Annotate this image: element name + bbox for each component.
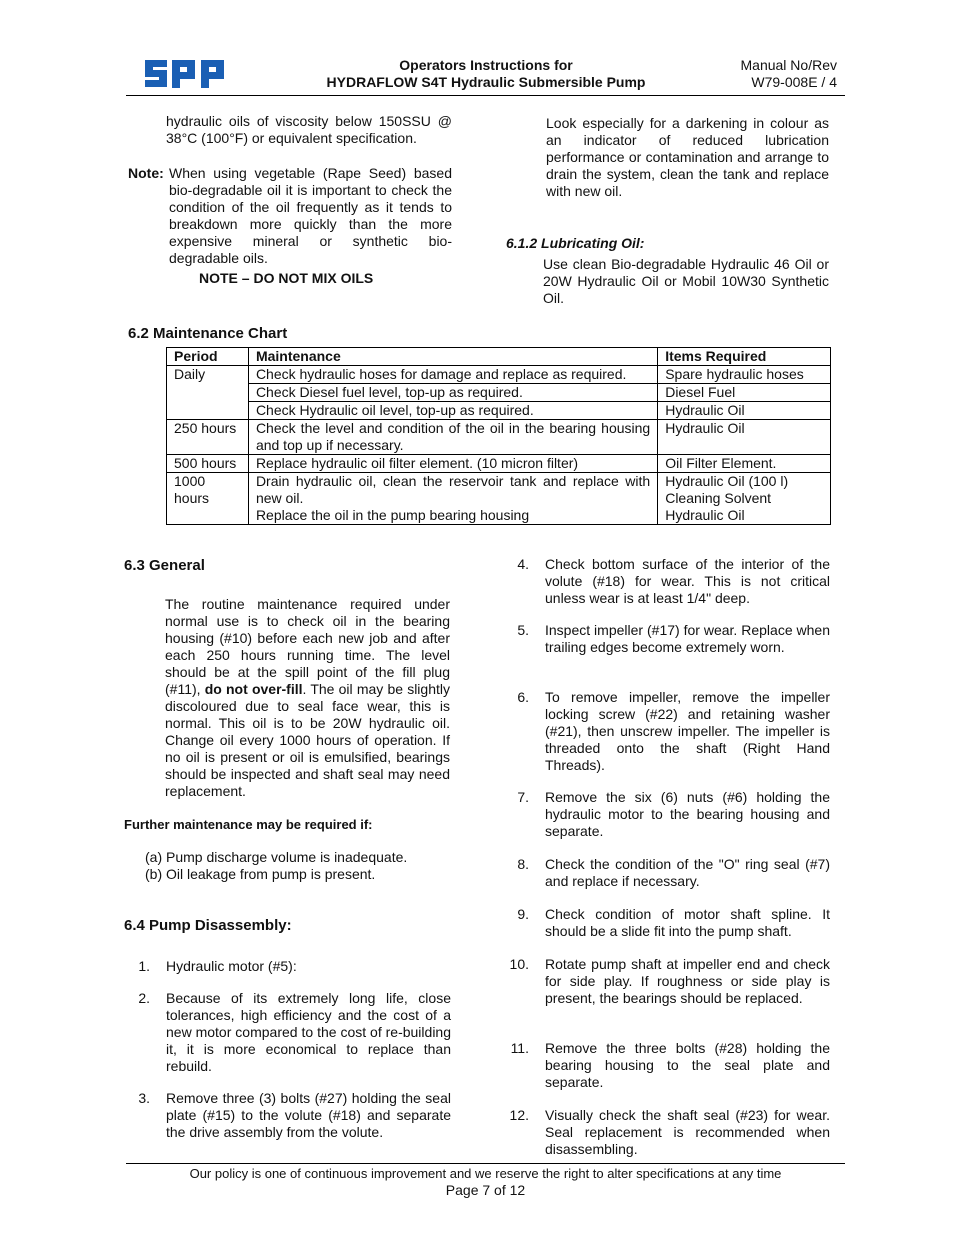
maintenance-cell: Check the level and condition of the oil in the bearing housing and top up if necessary. xyxy=(248,420,657,455)
table-row xyxy=(167,473,831,525)
maintenance-line: Replace the oil in the pump bearing housing xyxy=(255,507,530,523)
step-number: 4. xyxy=(517,556,529,572)
step-text: Remove the six (6) nuts (#6) holding the hydraulic motor to the bearing housing and separate. xyxy=(545,789,830,839)
step-text: Rotate pump shaft at impeller end and check for side play. If roughness or side play is present, the bearings should be replaced. xyxy=(545,956,830,1006)
step-number: 11. xyxy=(510,1040,529,1056)
step-number: 9. xyxy=(517,906,529,922)
step-number: 5. xyxy=(517,622,529,638)
maintenance-cell xyxy=(248,473,657,525)
column-header-items: Items Required xyxy=(658,348,831,366)
table-row xyxy=(167,420,831,455)
page-number: Page 7 of 12 xyxy=(445,1182,526,1198)
spp-logo-graphic xyxy=(143,57,227,91)
lubricating-oil-heading: 6.1.2 Lubricating Oil: xyxy=(506,235,645,251)
general-heading: 6.3 General xyxy=(124,557,205,574)
list-item: (a) Pump discharge volume is inadequate. xyxy=(145,849,408,865)
manual-label: Manual No/Rev xyxy=(740,57,837,73)
step-number: 2. xyxy=(138,990,150,1006)
items-cell xyxy=(658,473,831,525)
step-text: Remove the three bolts (#28) holding the bearing housing to the seal plate and separate. xyxy=(545,1040,830,1090)
step-text: Remove three (3) bolts (#27) holding the seal plate (#15) to the volute (#18) and separate the drive assembly from the volute. xyxy=(166,1090,451,1140)
note-warning: NOTE – DO NOT MIX OILS xyxy=(199,270,374,286)
maintenance-cell: Check Diesel fuel level, top-up as required. xyxy=(248,384,657,402)
period-cell: 500 hours xyxy=(167,455,249,473)
maintenance-table xyxy=(166,347,831,525)
note-text: When using vegetable (Rape Seed) based bio-degradable oil it is important to check the condition of the oil frequently as it tends to breakdown more quickly than the more expensive mineral or synthetic bio-degradable oils. xyxy=(169,165,452,266)
maintenance-line: Drain hydraulic oil, clean the reservoir tank and replace with new oil. xyxy=(255,473,651,506)
step-text: Because of its extremely long life, close tolerances, high efficiency and the cost of a new motor compared to the cost of re-building it, it is more economical to replace than rebuild. xyxy=(166,990,451,1074)
step-number: 3. xyxy=(138,1090,150,1106)
items-cell: Oil Filter Element. xyxy=(658,455,831,473)
footer-rule xyxy=(126,1163,845,1164)
item-line: Cleaning Solvent xyxy=(665,490,772,506)
document-title xyxy=(300,57,672,91)
step-text: Check bottom surface of the interior of the volute (#18) for wear. This is not critical unless wear is at least 1/4" deep. xyxy=(545,556,830,606)
maintenance-chart xyxy=(166,347,831,525)
step-text: To remove impeller, remove the impeller locking screw (#22) and retaining washer (#21), then unscrew impeller. The impeller is threaded onto the shaft (Right Hand Threads). xyxy=(545,689,830,773)
step-number: 12. xyxy=(509,1107,529,1123)
column-header-period: Period xyxy=(167,348,249,366)
maintenance-cell: Check Hydraulic oil level, top-up as required. xyxy=(248,402,657,420)
period-cell: 1000 hours xyxy=(167,473,249,525)
step-text: Hydraulic motor (#5): xyxy=(166,958,297,974)
table-row xyxy=(167,455,831,473)
step-text: Check condition of motor shaft spline. It should be a slide fit into the pump shaft. xyxy=(545,906,830,939)
item-line: Hydraulic Oil (100 l) xyxy=(665,473,789,489)
step-text: Check the condition of the "O" ring seal (#7) and replace if necessary. xyxy=(545,856,830,889)
step-number: 7. xyxy=(517,789,529,805)
period-cell: 250 hours xyxy=(167,420,249,455)
items-cell: Hydraulic Oil xyxy=(658,402,831,420)
item-line: Hydraulic Oil xyxy=(665,507,745,523)
step-number: 6. xyxy=(517,689,529,705)
title-line-1: Operators Instructions for xyxy=(399,57,573,73)
general-text-b: . The oil may be slightly discoloured due to seal face wear, this is normal. This oil is to be 20W hydraulic oil. Change oil every 1000 hours of operation. If no oil is present or oil is emulsified, bearings should be inspected and shaft seal may need replacement. xyxy=(165,681,450,799)
step-text: Inspect impeller (#17) for wear. Replace when trailing edges become extremely worn. xyxy=(545,622,830,655)
lubricating-oil-text: Use clean Bio-degradable Hydraulic 46 Oil or 20W Hydraulic Oil or Mobil 10W30 Synthetic Oil. xyxy=(543,256,829,306)
viscosity-paragraph: hydraulic oils of viscosity below 150SSU @ 38°C (100°F) or equivalent specification. xyxy=(166,113,452,146)
further-maintenance-list xyxy=(145,849,407,883)
step-number: 1. xyxy=(138,958,150,974)
title-line-2: HYDRAFLOW S4T Hydraulic Submersible Pump xyxy=(326,74,646,90)
table-header-row xyxy=(167,348,831,366)
period-cell: Daily xyxy=(167,366,249,420)
manual-number-block xyxy=(700,57,837,91)
manual-number: W79-008E / 4 xyxy=(751,74,837,90)
maintenance-chart-heading: 6.2 Maintenance Chart xyxy=(128,325,288,342)
step-text: Visually check the shaft seal (#23) for wear. Seal replacement is recommended when disassembling. xyxy=(545,1107,830,1157)
general-text-bold: do not over-fill xyxy=(204,681,303,697)
spp-logo xyxy=(143,57,227,91)
table-row xyxy=(167,366,831,384)
header-rule xyxy=(126,95,845,96)
items-cell: Spare hydraulic hoses xyxy=(658,366,831,384)
general-paragraph xyxy=(165,596,450,800)
list-item: (b) Oil leakage from pump is present. xyxy=(145,866,376,882)
step-number: 8. xyxy=(517,856,529,872)
table-row xyxy=(167,402,831,420)
maintenance-cell: Replace hydraulic oil filter element. (10 micron filter) xyxy=(248,455,657,473)
note-label: Note: xyxy=(128,165,164,181)
column-header-maintenance: Maintenance xyxy=(248,348,657,366)
general-text-a: The routine maintenance required under normal use is to check oil in the bearing housing (#10) before each new job and after each 250 hours running time. The level should be at the spill point of the fill plug (#11), xyxy=(165,596,450,697)
items-cell: Hydraulic Oil xyxy=(658,420,831,455)
oil-darkening-paragraph: Look especially for a darkening in colour as an indicator of reduced lubrication performance or contamination and arrange to drain the system, clean the tank and replace with new oil. xyxy=(546,115,829,199)
step-number: 10. xyxy=(509,956,529,972)
table-row xyxy=(167,384,831,402)
disassembly-heading: 6.4 Pump Disassembly: xyxy=(124,917,292,934)
items-cell: Diesel Fuel xyxy=(658,384,831,402)
footer-policy: Our policy is one of continuous improvement and we reserve the right to alter specifications at any time xyxy=(189,1166,782,1181)
maintenance-cell: Check hydraulic hoses for damage and replace as required. xyxy=(248,366,657,384)
further-maintenance-heading: Further maintenance may be required if: xyxy=(124,817,373,832)
